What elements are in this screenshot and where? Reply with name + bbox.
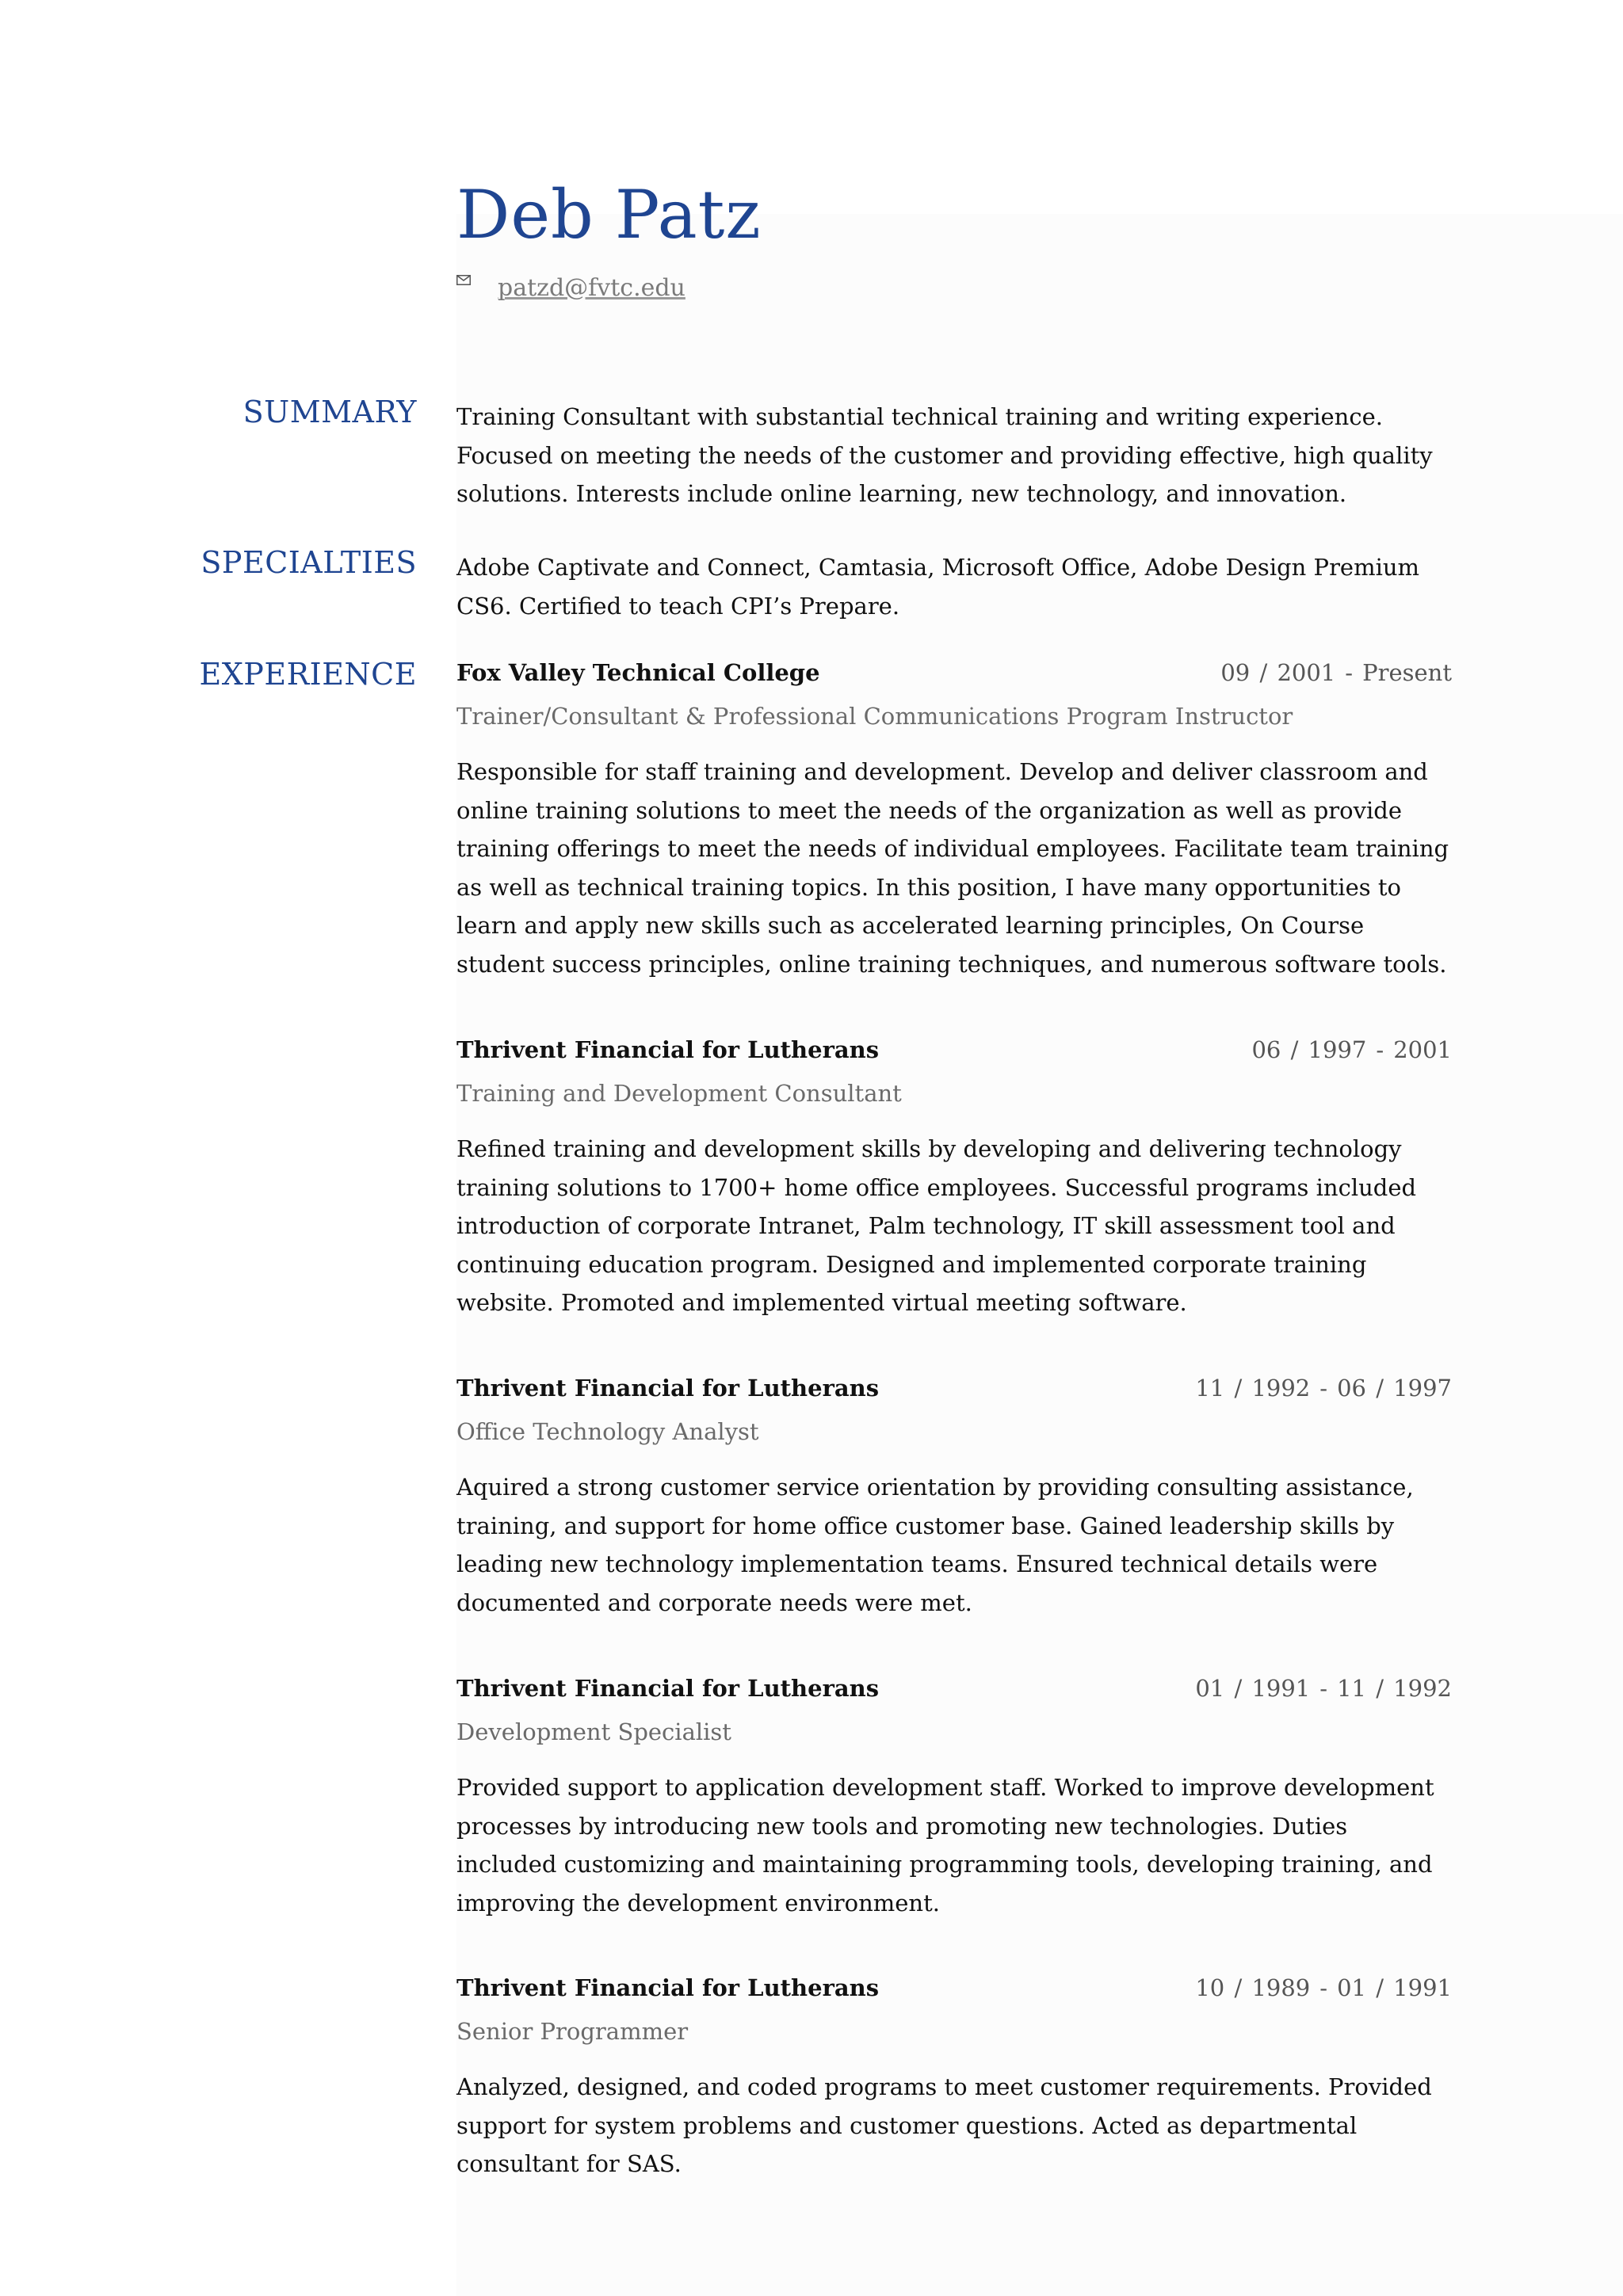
specialties-text: Adobe Captivate and Connect, Camtasia, Microsoft Office, Adobe Design Premium CS6. Certified to teach CPI’s Prepare. [456,554,1420,620]
experience-entry [456,659,1452,983]
experience-heading: EXPERIENCE [199,657,417,692]
experience-entry [456,1974,1452,2183]
date-separator: - [1376,1036,1384,1063]
date-range [1220,659,1452,686]
job-description: Provided support to application development staff. Worked to improve development processes by introducing new tools and promoting new technologies. Duties included customizing and maintaining programming tools, developing training, and improving the development environment. [456,1774,1434,1917]
company-name: Thrivent Financial for Lutherans [456,1375,880,1402]
summary-text: Training Consultant with substantial technical training and writing experience. Focused on meeting the needs of the customer and providing effective, high quality solutions. Interests include online learning, new technology, and innovation. [456,403,1433,507]
job-description: Responsible for staff training and development. Develop and deliver classroom and online training solutions to meet the needs of the organization as well as provide training offerings to meet the needs of individual employees. Facilitate team training as well as technical training topics. In this position, I have many opportunities to learn and apply new skills such as accelerated learning principles, On Course student success principles, online training techniques, and numerous software tools. [456,758,1449,978]
resume-header [456,171,762,302]
date-separator: - [1319,1675,1328,1702]
start-date: 09 / 2001 [1220,659,1336,686]
first-name: Deb [456,176,594,254]
date-range [1195,1974,1452,2001]
summary-heading: SUMMARY [242,395,417,429]
job-title: Training and Development Consultant [456,1080,902,1107]
job-title: Trainer/Consultant & Professional Communications Program Instructor [456,703,1293,730]
date-separator: - [1319,1974,1328,2001]
date-range [1195,1675,1452,1702]
company-name: Thrivent Financial for Lutherans [456,1974,880,2001]
job-description: Refined training and development skills by developing and delivering technology training solutions to 1700+ home office employees. Successful programs included introduction of corporate Intranet, Palm technology, IT skill assessment tool and continuing education program. Designed and implemented corporate training website. Promoted and implemented virtual meeting software. [456,1135,1417,1316]
end-date: 06 / 1997 [1337,1375,1452,1402]
email-link[interactable]: patzd@fvtc.edu [498,274,685,302]
job-description: Aquired a strong customer service orientation by providing consulting assistance, training, and support for home office customer base. Gained leadership skills by leading new technology implementation teams. Ensured technical details were documented and corporate needs were met. [456,1474,1414,1616]
job-title: Development Specialist [456,1718,731,1745]
envelope-icon [456,275,471,285]
experience-entry [456,1036,1452,1322]
end-date: Present [1362,659,1452,686]
company-name: Fox Valley Technical College [456,659,820,686]
end-date: 2001 [1393,1036,1452,1063]
experience-entry [456,1675,1452,1922]
date-separator: - [1319,1375,1328,1402]
start-date: 01 / 1991 [1195,1675,1311,1702]
specialties-heading: SPECIALTIES [200,545,417,580]
candidate-name [456,171,762,258]
end-date: 01 / 1991 [1337,1974,1452,2001]
last-name: Patz [614,176,762,254]
job-description: Analyzed, designed, and coded programs to meet customer requirements. Provided support for system problems and customer questions. Acted as departmental consultant for SAS. [456,2073,1432,2177]
start-date: 11 / 1992 [1195,1375,1311,1402]
company-name: Thrivent Financial for Lutherans [456,1036,880,1063]
start-date: 06 / 1997 [1251,1036,1367,1063]
start-date: 10 / 1989 [1195,1974,1311,2001]
date-range [1251,1036,1452,1063]
company-name: Thrivent Financial for Lutherans [456,1675,880,1702]
experience-entry [456,1375,1452,1622]
end-date: 11 / 1992 [1337,1675,1452,1702]
date-separator: - [1345,659,1354,686]
job-title: Office Technology Analyst [456,1418,759,1445]
date-range [1195,1375,1452,1402]
job-title: Senior Programmer [456,2018,689,2045]
contact-line [456,274,685,302]
